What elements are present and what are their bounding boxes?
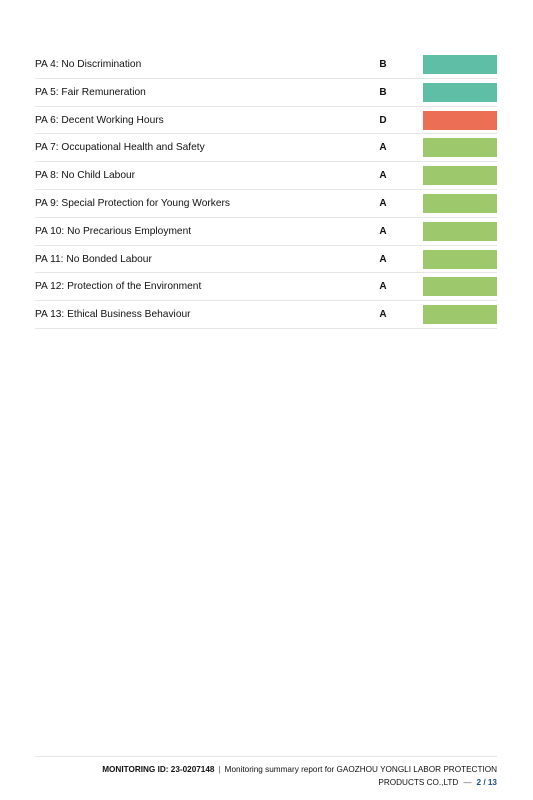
rating-row: [35, 107, 497, 135]
rating-grade: A: [379, 142, 387, 154]
rating-label: PA 10: No Precarious Employment: [35, 225, 192, 237]
rating-color-bar: [423, 194, 497, 213]
rating-row: [35, 273, 497, 301]
rating-grade: A: [379, 281, 387, 293]
report-title: Monitoring summary report for GAOZHOU YONGLI LABOR PROTECTION: [224, 765, 497, 774]
rating-color-bar: [423, 55, 497, 74]
rating-color-bar: [423, 250, 497, 269]
rating-row: [35, 51, 497, 79]
rating-grade: A: [379, 197, 387, 209]
rating-color-bar: [423, 83, 497, 102]
rating-label: PA 8: No Child Labour: [35, 170, 136, 182]
rating-color-bar: [423, 111, 497, 130]
report-title-continued: PRODUCTS CO.,LTD: [378, 778, 459, 787]
rating-color-bar: [423, 277, 497, 296]
footer-dash: —: [463, 778, 472, 787]
rating-color-bar: [423, 305, 497, 324]
rating-grade: A: [379, 225, 387, 237]
rating-row: [35, 190, 497, 218]
footer-line: [102, 764, 497, 775]
rating-grade: A: [379, 309, 387, 321]
rating-table: [35, 51, 497, 329]
rating-grade: A: [379, 253, 387, 265]
rating-row: [35, 301, 497, 329]
rating-grade: B: [379, 86, 387, 98]
rating-label: PA 9: Special Protection for Young Workers: [35, 197, 230, 209]
rating-row: [35, 134, 497, 162]
rating-color-bar: [423, 138, 497, 157]
rating-row: [35, 79, 497, 107]
rating-grade: D: [379, 114, 387, 126]
rating-row: [35, 162, 497, 190]
footer-line: [378, 777, 497, 788]
rating-label: PA 4: No Discrimination: [35, 59, 142, 70]
monitoring-id: MONITORING ID: 23-0207148: [102, 765, 215, 774]
rating-label: PA 11: No Bonded Labour: [35, 253, 152, 265]
footer-separator: |: [218, 765, 221, 774]
rating-color-bar: [423, 222, 497, 241]
rating-label: PA 7: Occupational Health and Safety: [35, 142, 205, 154]
page-number: 2 / 13: [476, 778, 497, 787]
rating-label: PA 6: Decent Working Hours: [35, 114, 164, 126]
rating-label: PA 13: Ethical Business Behaviour: [35, 309, 191, 321]
page-footer: [35, 756, 497, 787]
rating-row: [35, 246, 497, 274]
rating-color-bar: [423, 166, 497, 185]
rating-label: PA 12: Protection of the Environment: [35, 281, 202, 293]
rating-row: [35, 218, 497, 246]
rating-grade: A: [379, 170, 387, 182]
rating-label: PA 5: Fair Remuneration: [35, 86, 146, 98]
rating-grade: B: [379, 59, 387, 70]
